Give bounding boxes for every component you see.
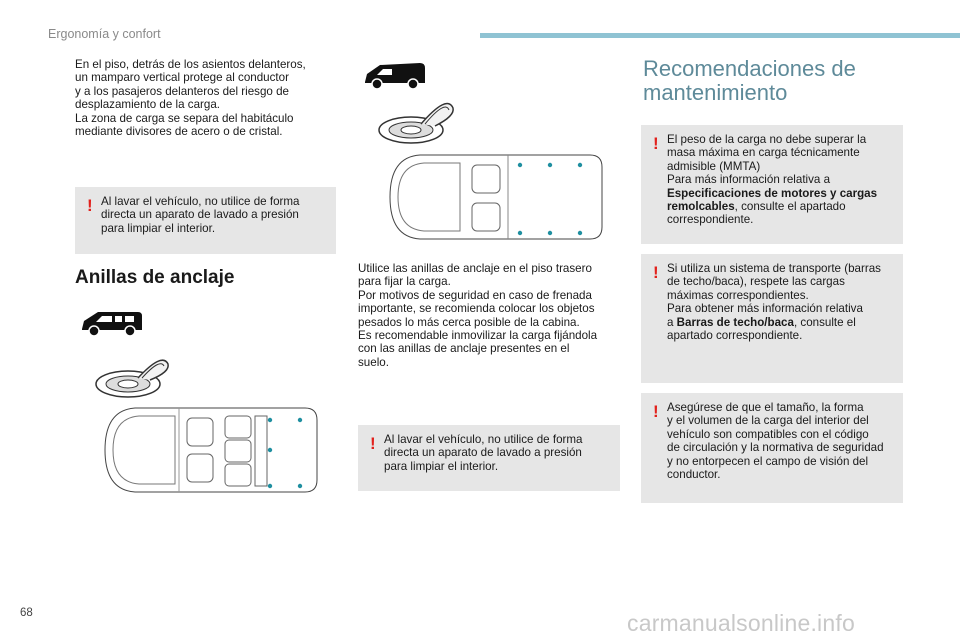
anchor-ring-icon xyxy=(90,350,172,402)
warning-box-load-size: ! Asegúrese de que el tamaño, la forma y el volumen de la carga del interior del vehículo son compatibles con el código de circulación y la normativa de seguridad y no entorpecen el campo de visión del conductor. xyxy=(641,393,903,503)
heading-maintenance: Recomendaciones de mantenimiento xyxy=(643,56,856,105)
van-side-icon-panel xyxy=(362,60,428,90)
page-number: 68 xyxy=(20,607,33,619)
warning-icon: ! xyxy=(87,196,93,215)
intro-text: En el piso, detrás de los asientos delanteros, un mamparo vertical protege al conductor y a los pasajeros delanteros del riesgo de desplazamiento de la carga. La zona de carga se separa del habitáculo mediante divisores de acero o de cristal. xyxy=(75,58,306,139)
anchor-ring-icon-2 xyxy=(373,92,459,148)
watermark: carmanualsonline.info xyxy=(627,610,855,636)
warning-icon: ! xyxy=(370,434,376,453)
warning-icon: ! xyxy=(653,134,659,153)
warning-box-roof-bars: ! Si utiliza un sistema de transporte (barras de techo/baca), respete las cargas máximas correspondientes. Para obtener más información relativa a Barras de techo/baca, consulte el apartado correspondiente. xyxy=(641,254,903,383)
van-top-view-anchors xyxy=(380,145,610,249)
section-header: Ergonomía y confort xyxy=(48,27,161,41)
warning-box-washing: ! Al lavar el vehículo, no utilice de forma directa un aparato de lavado a presión para limpiar el interior. xyxy=(75,187,336,254)
van-side-icon xyxy=(78,307,146,339)
heading-anchor-rings: Anillas de anclaje xyxy=(75,267,235,288)
warning-icon: ! xyxy=(653,263,659,282)
header-bar xyxy=(480,33,960,38)
warning-box-washing-2: ! Al lavar el vehículo, no utilice de forma directa un aparato de lavado a presión para limpiar el interior. xyxy=(358,425,620,491)
vehicle-top-view-anchors xyxy=(95,398,325,502)
warning-box-load-weight: ! El peso de la carga no debe superar la masa máxima en carga técnicamente admisible (MMTA) Para más información relativa a Especificaciones de motores y cargas remolcables, consulte el apartado correspondiente. xyxy=(641,125,903,244)
warning-icon: ! xyxy=(653,402,659,421)
anchor-rings-text: Utilice las anillas de anclaje en el piso trasero para fijar la carga. Por motivos de seguridad en caso de frenada importante, se recomienda colocar los objetos pesados lo más cerca posible de la cabina. Es recomendable inmovilizar la carga fijándola con las anillas de anclaje presentes en el suelo. xyxy=(358,262,598,369)
